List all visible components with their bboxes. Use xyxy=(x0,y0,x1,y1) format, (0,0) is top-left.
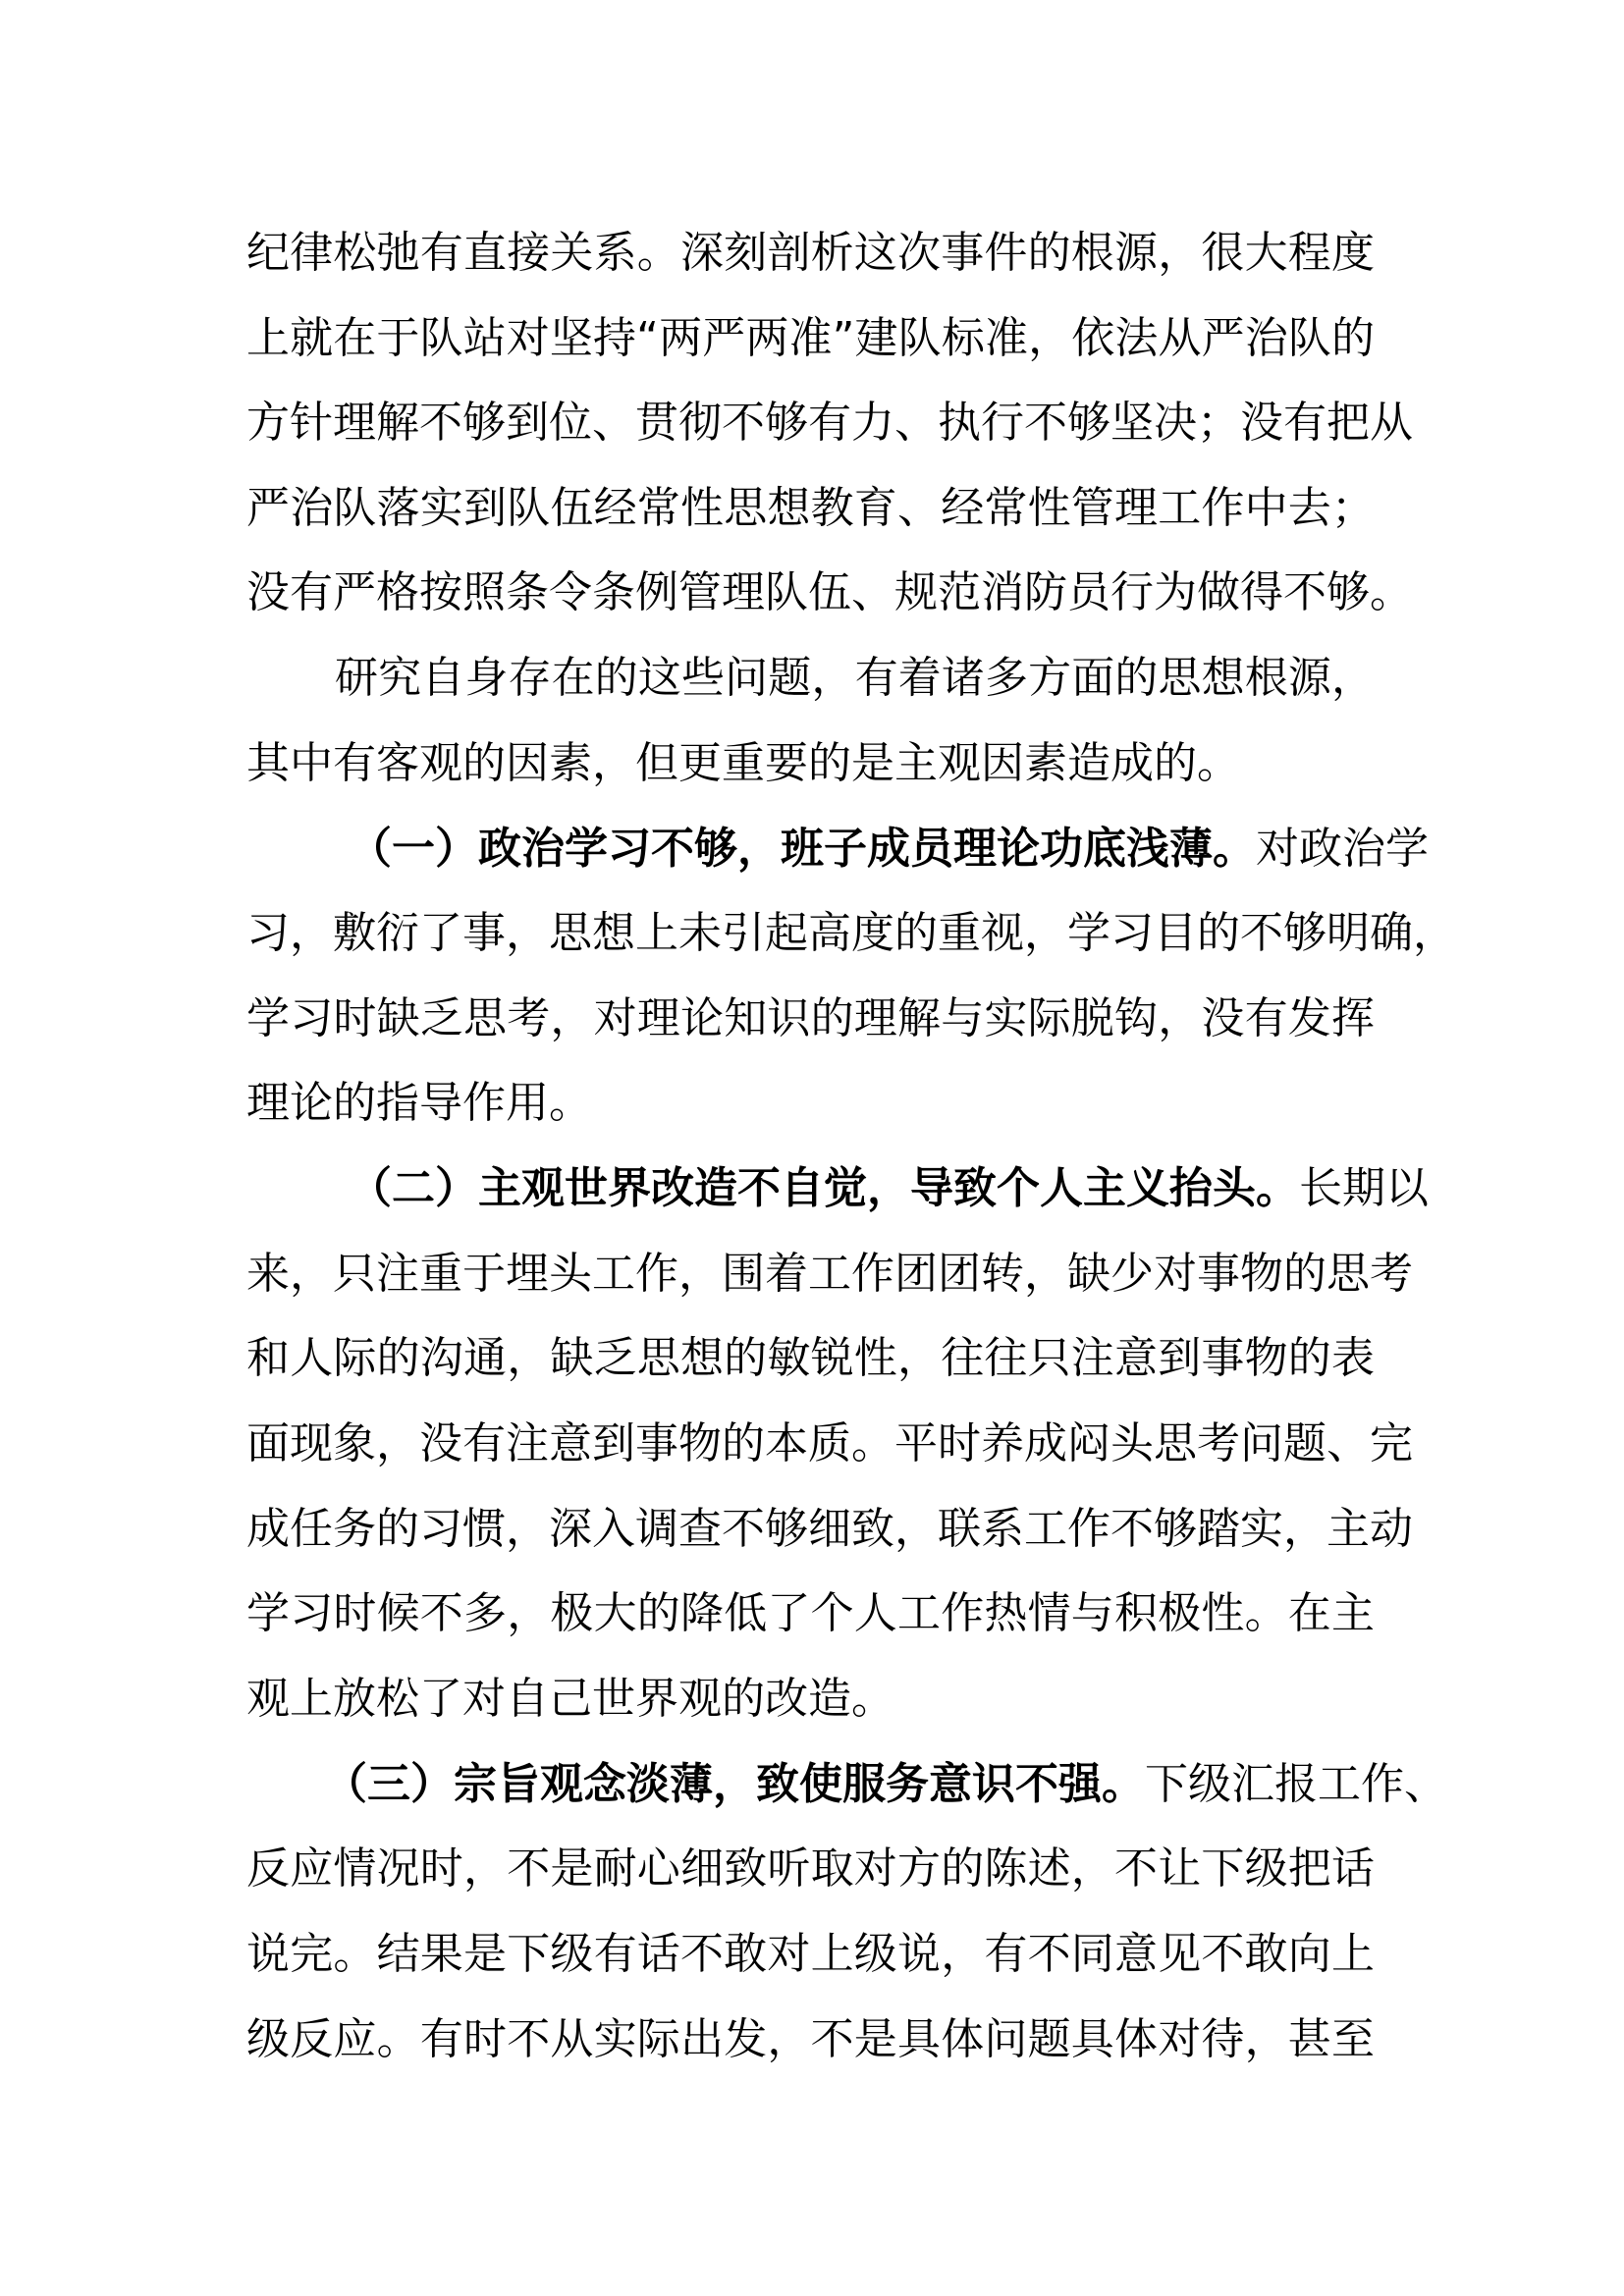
section-heading-line xyxy=(349,1159,1429,1218)
paragraph-line: 和人际的沟通，缺乏思想的敏锐性，往往只注意到事物的表 xyxy=(246,1333,1375,1383)
paragraph-line: 成任务的习惯，深入调查不够细致，联系工作不够踏实，主动 xyxy=(246,1504,1413,1554)
paragraph-line: 上就在于队站对坚持“两严两准”建队标准，依法从严治队的 xyxy=(246,313,1375,363)
paragraph-line: 说完。结果是下级有话不敢对上级说，有不同意见不敢向上 xyxy=(246,1929,1375,1979)
paragraph-line: 级反应。有时不从实际出发，不是具体问题具体对待，甚至 xyxy=(246,2014,1375,2064)
paragraph-line: 学习时缺乏思考，对理论知识的理解与实际脱钩，没有发挥 xyxy=(246,993,1375,1043)
paragraph-line: 纪律松弛有直接关系。深刻剖析这次事件的根源，很大程度 xyxy=(246,228,1375,278)
paragraph-line: 没有严格按照条令条例管理队伍、规范消防员行为做得不够。 xyxy=(246,567,1413,617)
paragraph-line: 反应情况时，不是耐心细致听取对方的陈述，不让下级把话 xyxy=(246,1843,1375,1894)
paragraph-line: 习，敷衍了事，思想上未引起高度的重视，学习目的不够明确， xyxy=(246,908,1456,958)
paragraph-line: 严治队落实到队伍经常性思想教育、经常性管理工作中去； xyxy=(246,483,1375,533)
section-text: 对政治学 xyxy=(1256,824,1429,874)
section-heading: （一）政治学习不够，班子成员理论功底浅薄。 xyxy=(349,824,1256,874)
section-text: 长期以 xyxy=(1299,1163,1429,1213)
section-text: 下级汇报工作、 xyxy=(1145,1759,1447,1809)
section-heading: （二）主观世界改造不自觉，导致个人主义抬头。 xyxy=(349,1163,1299,1213)
section-heading-line xyxy=(349,820,1429,879)
paragraph-line: 面现象，没有注意到事物的本质。平时养成闷头思考问题、完 xyxy=(246,1418,1413,1468)
paragraph-line: 观上放松了对自己世界观的改造。 xyxy=(246,1674,894,1724)
paragraph-line: 学习时候不多，极大的降低了个人工作热情与积极性。在主 xyxy=(246,1588,1375,1638)
section-heading: （三）宗旨观念淡薄，致使服务意识不强。 xyxy=(324,1759,1145,1809)
paragraph-line: 来，只注重于埋头工作，围着工作团团转，缺少对事物的思考 xyxy=(246,1249,1413,1299)
paragraph-line: 其中有客观的因素，但更重要的是主观因素造成的。 xyxy=(246,738,1240,788)
paragraph-line: 理论的指导作用。 xyxy=(246,1078,592,1128)
section-heading-line xyxy=(324,1755,1447,1814)
paragraph-line: 方针理解不够到位、贯彻不够有力、执行不够坚决；没有把从 xyxy=(246,398,1413,448)
paragraph-line: 研究自身存在的这些问题，有着诸多方面的思想根源， xyxy=(335,653,1375,703)
